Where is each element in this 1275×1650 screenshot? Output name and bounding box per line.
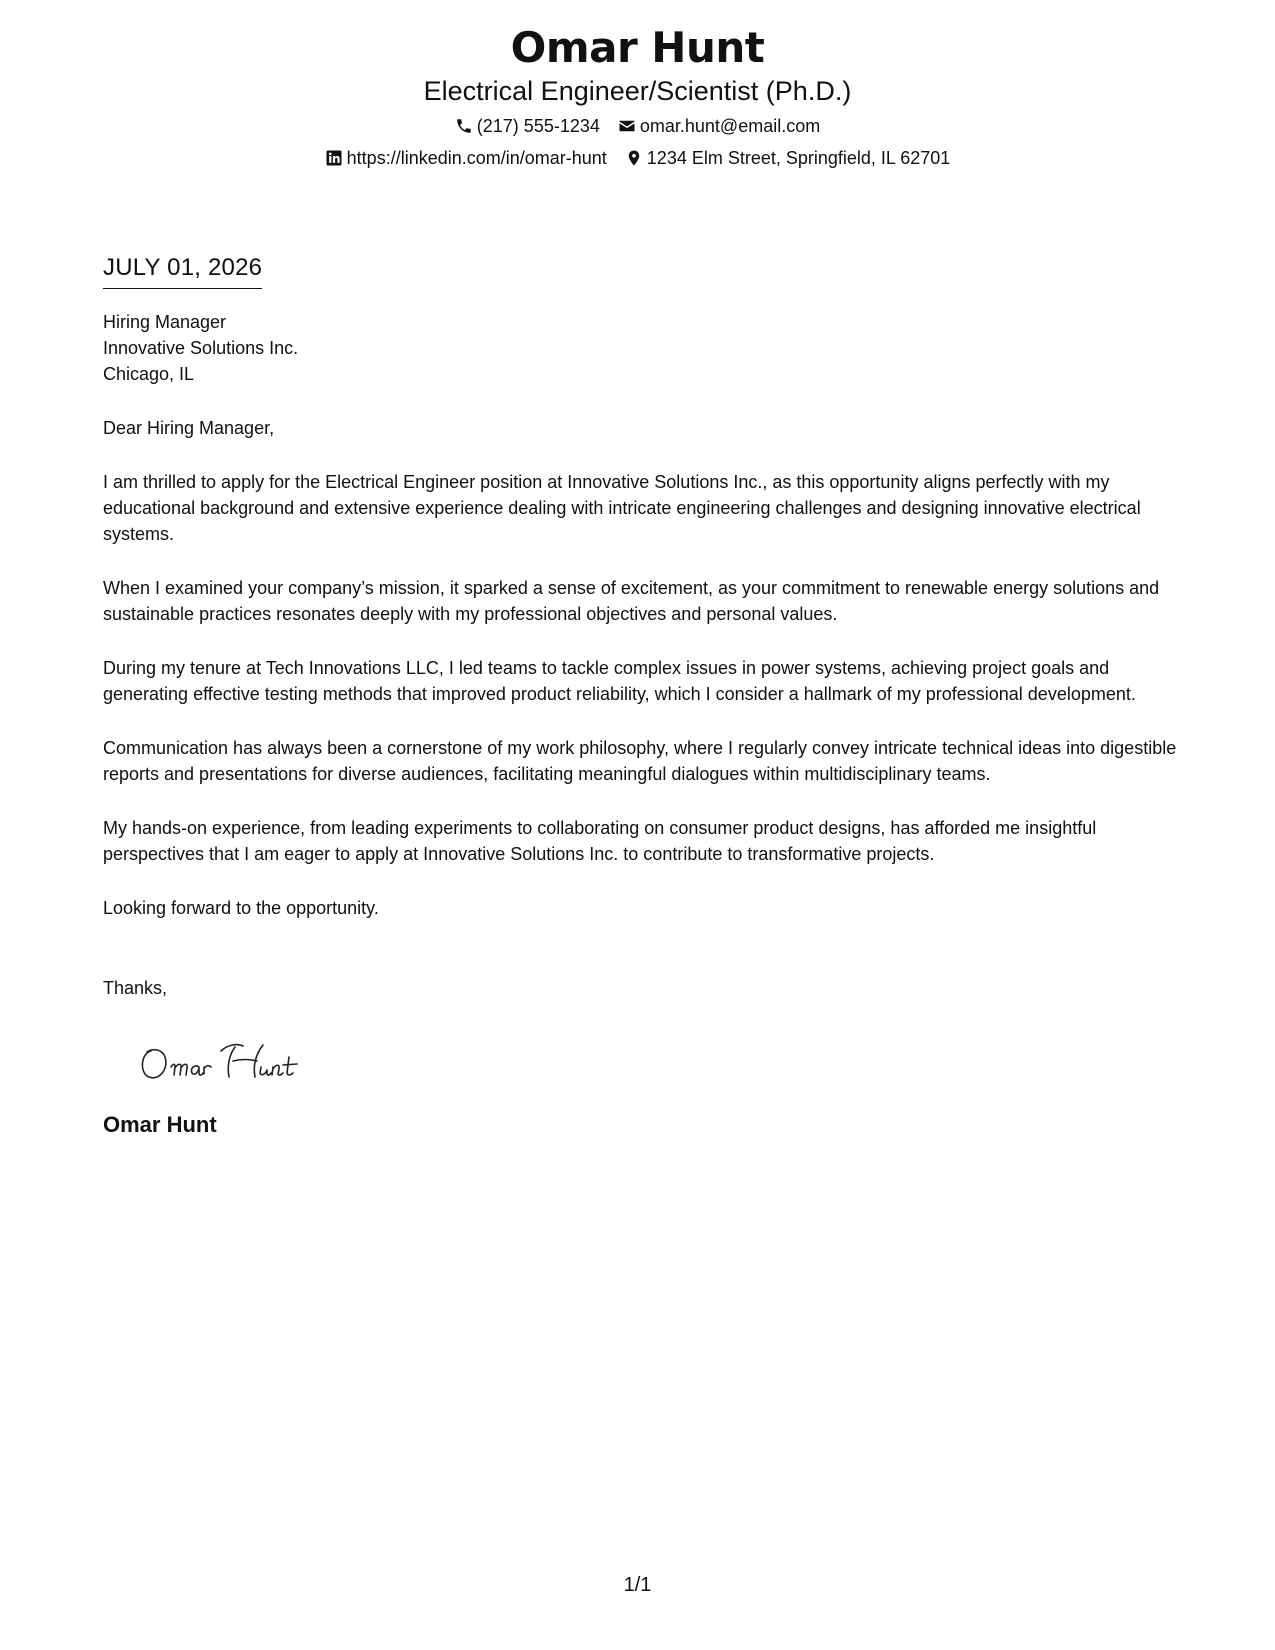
linkedin-contact: [325, 145, 607, 171]
contact-row-2: [0, 145, 1275, 171]
signed-name: Omar Hunt: [103, 1112, 217, 1137]
letter-body: [103, 253, 1178, 1139]
phone-number: (217) 555-1234: [476, 116, 600, 136]
map-marker-icon: [625, 149, 643, 167]
linkedin-icon: [325, 149, 343, 167]
letter-date: JULY 01, 2026: [103, 253, 262, 289]
letter-header: [0, 22, 1275, 171]
closing-line: Looking forward to the opportunity.: [103, 898, 379, 918]
body-paragraph: I am thrilled to apply for the Electrical Engineer position at Innovative Solutions Inc., as this opportunity aligns perfectly with my educational background and extensive experience dealing with intricate engineering challenges and designing innovative electrical systems.: [103, 472, 1141, 544]
address-contact: [625, 145, 951, 171]
street-address: 1234 Elm Street, Springfield, IL 62701: [646, 148, 951, 168]
body-paragraph: My hands-on experience, from leading experiments to collaborating on consumer product designs, has afforded me insightful perspectives that I am eager to apply at Innovative Solutions Inc. to contribute to transformative projects.: [103, 818, 1097, 864]
phone-contact: [455, 113, 600, 139]
recipient-block: [103, 309, 1178, 387]
body-paragraph: During my tenure at Tech Innovations LLC, I led teams to tackle complex issues in power systems, achieving project goals and generating effective testing methods that improved product reliability, which I consider a hallmark of my professional development.: [103, 658, 1136, 704]
recipient-line: Chicago, IL: [103, 364, 195, 384]
contact-row-1: [0, 113, 1275, 139]
recipient-line: Innovative Solutions Inc.: [103, 338, 299, 358]
handwritten-signature: [137, 1037, 1178, 1087]
linkedin-url: https://linkedin.com/in/omar-hunt: [346, 148, 607, 168]
phone-icon: [455, 117, 473, 135]
email-contact: [618, 113, 820, 139]
page-number: 1/1: [623, 1574, 652, 1596]
email-address: omar.hunt@email.com: [639, 116, 821, 136]
signoff: Thanks,: [103, 978, 168, 998]
salutation: Dear Hiring Manager,: [103, 418, 275, 438]
recipient-line: Hiring Manager: [103, 312, 227, 332]
body-paragraph: Communication has always been a cornerstone of my work philosophy, where I regularly convey intricate technical ideas into digestible reports and presentations for diverse audiences, facilitating meaningful dialogues within multidisciplinary teams.: [103, 738, 1177, 784]
body-paragraph: When I examined your company’s mission, it sparked a sense of excitement, as your commitment to renewable energy solutions and sustainable practices resonates deeply with my professional objectives and personal values.: [103, 578, 1160, 624]
applicant-title: Electrical Engineer/Scientist (Ph.D.): [423, 76, 852, 106]
envelope-icon: [618, 117, 636, 135]
applicant-name: Omar Hunt: [510, 23, 765, 72]
